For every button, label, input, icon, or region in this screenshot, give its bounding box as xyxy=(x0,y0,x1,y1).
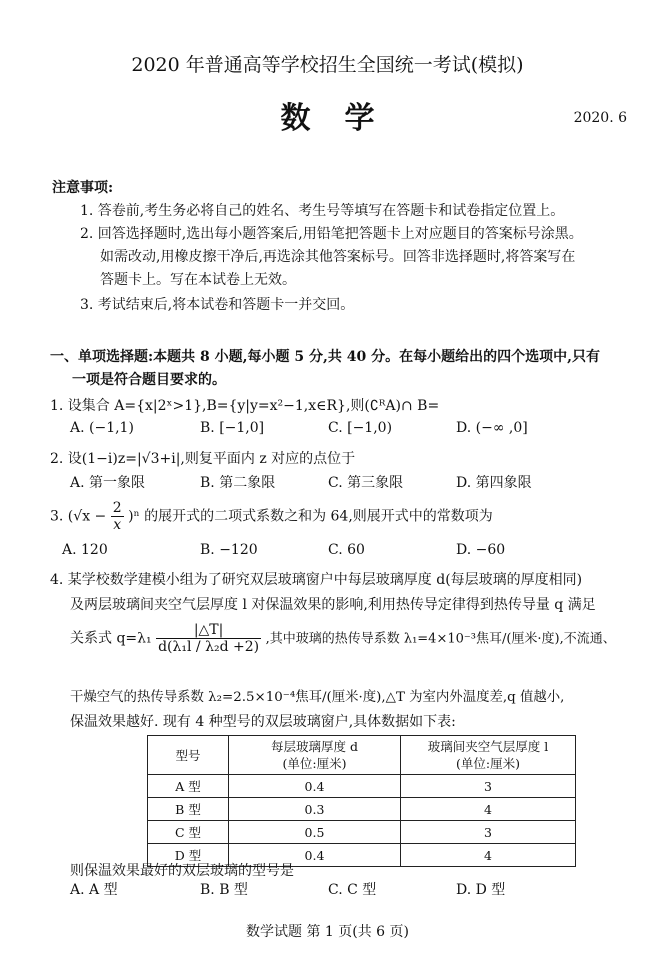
section-heading: 一、单项选择题:本题共 8 小题,每小题 5 分,共 40 分。在每小题给出的四个选项中,只有 xyxy=(50,349,600,365)
glass-data-table xyxy=(147,735,576,867)
table-cell: B 型 xyxy=(148,798,229,821)
table-row xyxy=(148,798,576,821)
table-row xyxy=(148,821,576,844)
notes-heading: 注意事项: xyxy=(52,180,114,196)
q4-relation-prefix: 关系式 q=λ₁ xyxy=(70,630,152,647)
table-header-air-gap-line1: 玻璃间夹空气层厚度 l xyxy=(427,739,549,754)
table-cell: 0.4 xyxy=(229,844,401,867)
table-header-model: 型号 xyxy=(148,736,229,775)
q3-stem-prefix: 3. (√x − xyxy=(50,508,107,525)
table-header-air-gap-line2: (单位:厘米) xyxy=(456,756,520,771)
q3-fraction xyxy=(111,500,124,533)
q2-option-a: A. 第一象限 xyxy=(70,475,146,491)
q4-relation-fraction xyxy=(156,622,261,655)
table-cell: 0.4 xyxy=(229,775,401,798)
table-cell: 3 xyxy=(401,821,576,844)
table-header-air-gap xyxy=(401,736,576,775)
q4-option-a: A. A 型 xyxy=(70,882,118,898)
q2-option-b: B. 第二象限 xyxy=(200,475,276,491)
table-cell: 4 xyxy=(401,844,576,867)
q4-option-d: D. D 型 xyxy=(456,882,506,898)
q4-relation xyxy=(70,622,616,655)
q3-stem xyxy=(50,500,493,533)
q2-option-d: D. 第四象限 xyxy=(456,475,532,491)
table-header-thickness-line1: 每层玻璃厚度 d xyxy=(271,739,358,754)
q4-option-b: B. B 型 xyxy=(200,882,248,898)
table-cell: 0.3 xyxy=(229,798,401,821)
table-cell: 3 xyxy=(401,775,576,798)
q3-option-b: B. −120 xyxy=(200,542,258,558)
exam-date: 2020. 6 xyxy=(573,110,627,126)
note-line-5: 3. 考试结束后,将本试卷和答题卡一并交回。 xyxy=(80,297,355,313)
exam-title: 2020 年普通高等学校招生全国统一考试(模拟) xyxy=(131,54,524,76)
note-line-4: 答题卡上。写在本试卷上无效。 xyxy=(100,272,296,288)
q2-stem: 2. 设(1−i)z=|√3+i|,则复平面内 z 对应的点位于 xyxy=(50,451,356,467)
q4-question: 则保温效果最好的双层玻璃的型号是 xyxy=(70,863,294,879)
q4-line-1: 4. 某学校数学建模小组为了研究双层玻璃窗户中每层玻璃厚度 d(每层玻璃的厚度相同) xyxy=(50,572,583,588)
table-cell: A 型 xyxy=(148,775,229,798)
q4-relation-num: |△T| xyxy=(156,622,261,639)
q1-option-b: B. [−1,0] xyxy=(200,420,265,436)
q3-stem-suffix: )ⁿ 的展开式的二项式系数之和为 64,则展开式中的常数项为 xyxy=(128,508,493,525)
section-heading-cont: 一项是符合题目要求的。 xyxy=(72,372,226,388)
q3-fraction-den: x xyxy=(113,517,122,533)
page-footer: 数学试题 第 1 页(共 6 页) xyxy=(246,924,409,940)
note-line-1: 1. 答卷前,考生务必将自己的姓名、考生号等填写在答题卡和试卷指定位置上。 xyxy=(80,203,565,219)
q3-fraction-num: 2 xyxy=(112,500,122,516)
q1-option-c: C. [−1,0) xyxy=(328,420,393,436)
q3-option-c: C. 60 xyxy=(328,542,365,558)
table-header-row xyxy=(148,736,576,775)
q4-option-c: C. C 型 xyxy=(328,882,377,898)
note-line-3: 如需改动,用橡皮擦干净后,再选涂其他答案标号。回答非选择题时,将答案写在 xyxy=(100,249,576,265)
q4-line-2: 及两层玻璃间夹空气层厚度 l 对保温效果的影响,利用热传导定律得到热传导量 q 满足 xyxy=(70,597,596,613)
q4-relation-suffix: ,其中玻璃的热传导系数 λ₁=4×10⁻³焦耳/(厘米·度),不流通、 xyxy=(265,631,616,647)
table-header-thickness xyxy=(229,736,401,775)
q1-option-a: A. (−1,1) xyxy=(70,420,134,436)
q3-option-a: A. 120 xyxy=(62,542,108,558)
table-cell: C 型 xyxy=(148,821,229,844)
q4-line-4: 干燥空气的热传导系数 λ₂=2.5×10⁻⁴焦耳/(厘米·度),△T 为室内外温度差,q 值越小, xyxy=(70,690,565,705)
table-cell: D 型 xyxy=(148,844,229,867)
q3-option-d: D. −60 xyxy=(456,542,506,558)
table-cell: 0.5 xyxy=(229,821,401,844)
table-row xyxy=(148,775,576,798)
q4-line-5: 保温效果越好. 现有 4 种型号的双层玻璃窗户,具体数据如下表: xyxy=(70,714,456,730)
q1-option-d: D. (−∞ ,0] xyxy=(456,420,528,436)
subject-title: 数学 xyxy=(280,101,409,136)
table-header-thickness-line2: (单位:厘米) xyxy=(282,756,347,771)
q1-stem: 1. 设集合 A={x|2ˣ>1},B={y|y=x²−1,x∈R},则(∁ᴿA)∩ B= xyxy=(50,398,440,414)
note-line-2: 2. 回答选择题时,选出每小题答案后,用铅笔把答题卡上对应题目的答案标号涂黑。 xyxy=(80,226,583,242)
q4-relation-den: d(λ₁l / λ₂d +2) xyxy=(158,639,260,655)
q2-option-c: C. 第三象限 xyxy=(328,475,404,491)
table-cell: 4 xyxy=(401,798,576,821)
